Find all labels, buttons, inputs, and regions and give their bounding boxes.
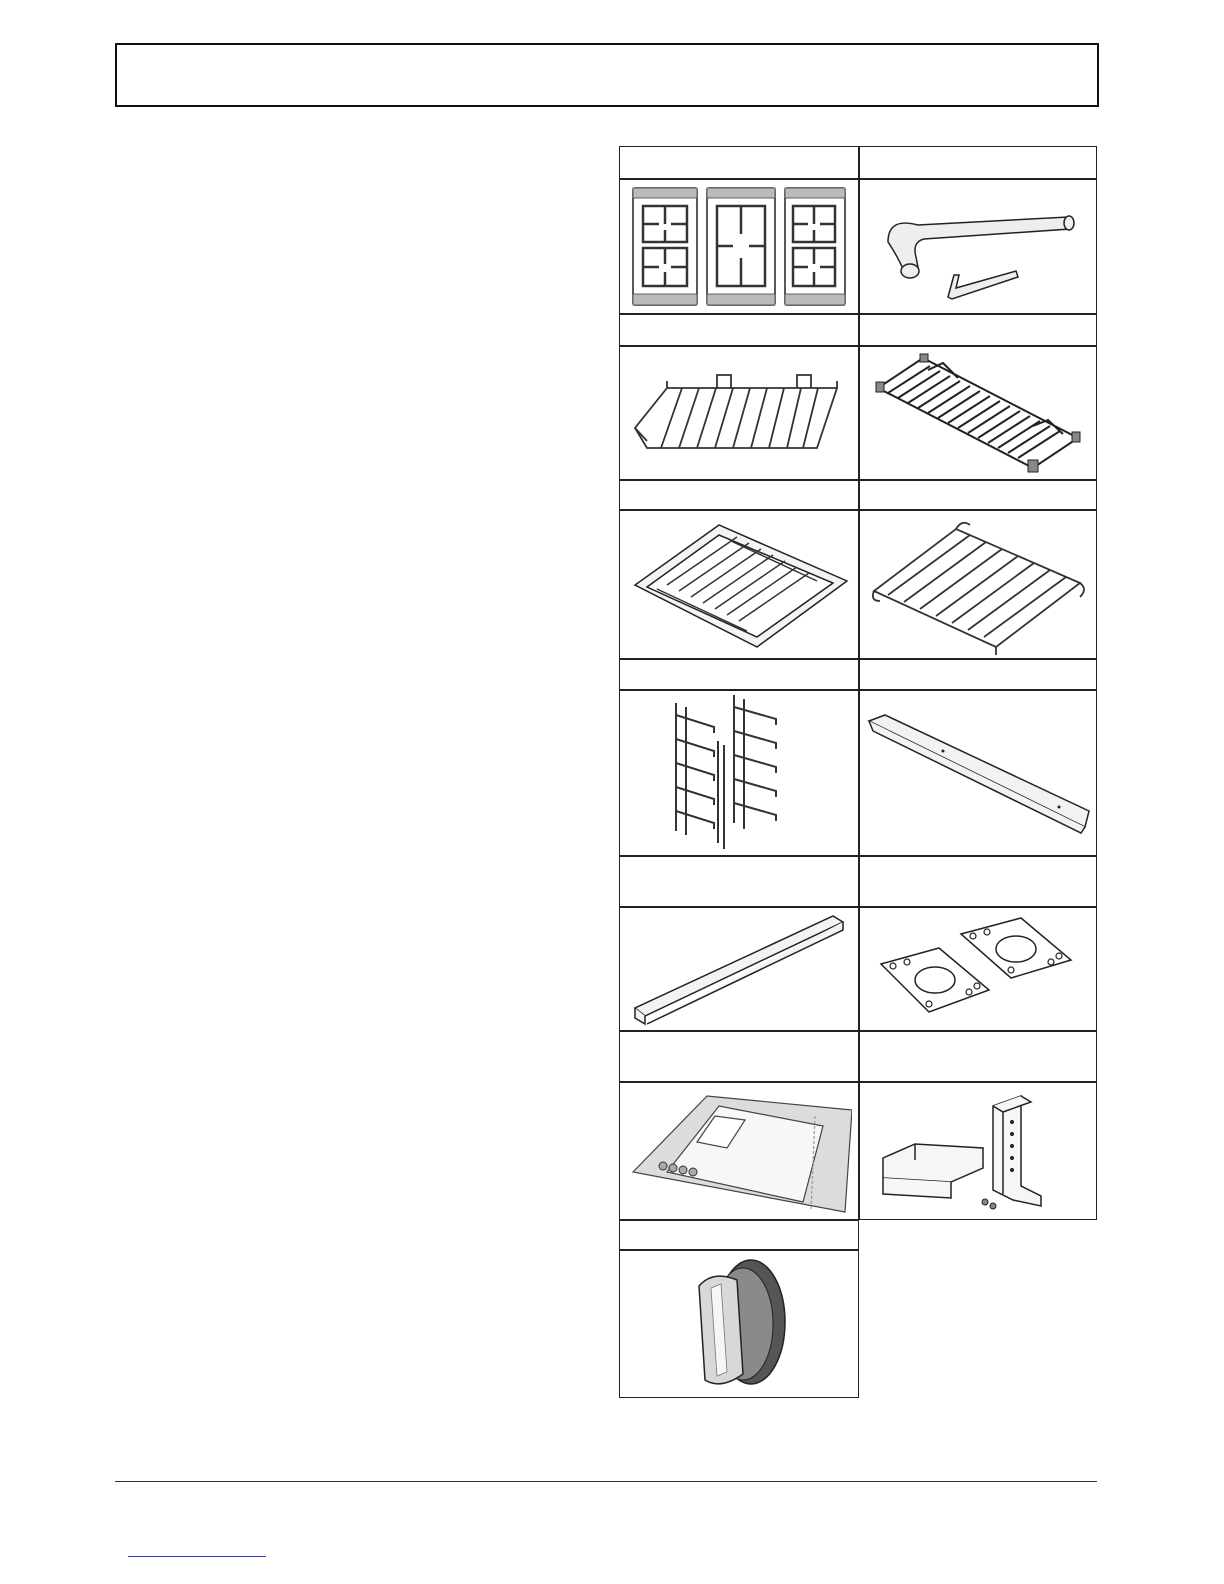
page-title: [117, 45, 1097, 81]
accessory-label-4: [859, 314, 1097, 346]
accessory-label-12: [859, 1031, 1097, 1082]
mounting-plates-image: [859, 907, 1097, 1031]
trim-channel-image: [619, 907, 859, 1031]
accessory-label-13: [619, 1220, 859, 1250]
instruction-pack-icon: [627, 1086, 852, 1216]
accessory-label-3: [619, 314, 859, 346]
wire-rack-image: [859, 510, 1097, 659]
grill-pan-and-rack-icon: [627, 515, 852, 655]
accessory-label-9: [619, 856, 859, 907]
control-knob-icon: [669, 1254, 809, 1394]
accessory-label-2: [859, 146, 1097, 179]
telescopic-shelf-runner-icon: [868, 348, 1088, 478]
pan-supports-icon: [629, 184, 849, 309]
side-trim-strip-icon: [863, 703, 1093, 843]
trim-strip-image: [859, 690, 1097, 856]
accessory-label-11: [619, 1031, 859, 1082]
accessory-label-6: [859, 480, 1097, 510]
accessory-label-7: [619, 659, 859, 690]
spanner-image: [859, 179, 1097, 314]
control-knob-image: [619, 1250, 859, 1398]
instruction-pack-image: [619, 1082, 859, 1220]
mounting-plates-icon: [871, 912, 1086, 1027]
accessory-label-10: [859, 856, 1097, 907]
box-spanner-and-allen-key-icon: [868, 187, 1088, 307]
wire-rack-icon: [866, 515, 1091, 655]
oven-shelf-image: [619, 346, 859, 480]
shelf-side-rails-icon: [664, 693, 814, 853]
oven-shelf-icon: [627, 353, 852, 473]
accessory-label-1: [619, 146, 859, 179]
accessories-grid: [619, 146, 1097, 1398]
accessory-label-8: [859, 659, 1097, 690]
accessory-label-5: [619, 480, 859, 510]
bottom-link-underline[interactable]: [128, 1556, 266, 1557]
stability-bracket-image: [859, 1082, 1097, 1220]
trim-channel-icon: [627, 912, 852, 1027]
telescopic-shelf-image: [859, 346, 1097, 480]
footer-divider: [115, 1481, 1097, 1482]
page-title-box: [115, 43, 1099, 107]
pan-supports-image: [619, 179, 859, 314]
grill-pan-image: [619, 510, 859, 659]
stability-bracket-icon: [873, 1086, 1083, 1216]
shelf-rails-image: [619, 690, 859, 856]
